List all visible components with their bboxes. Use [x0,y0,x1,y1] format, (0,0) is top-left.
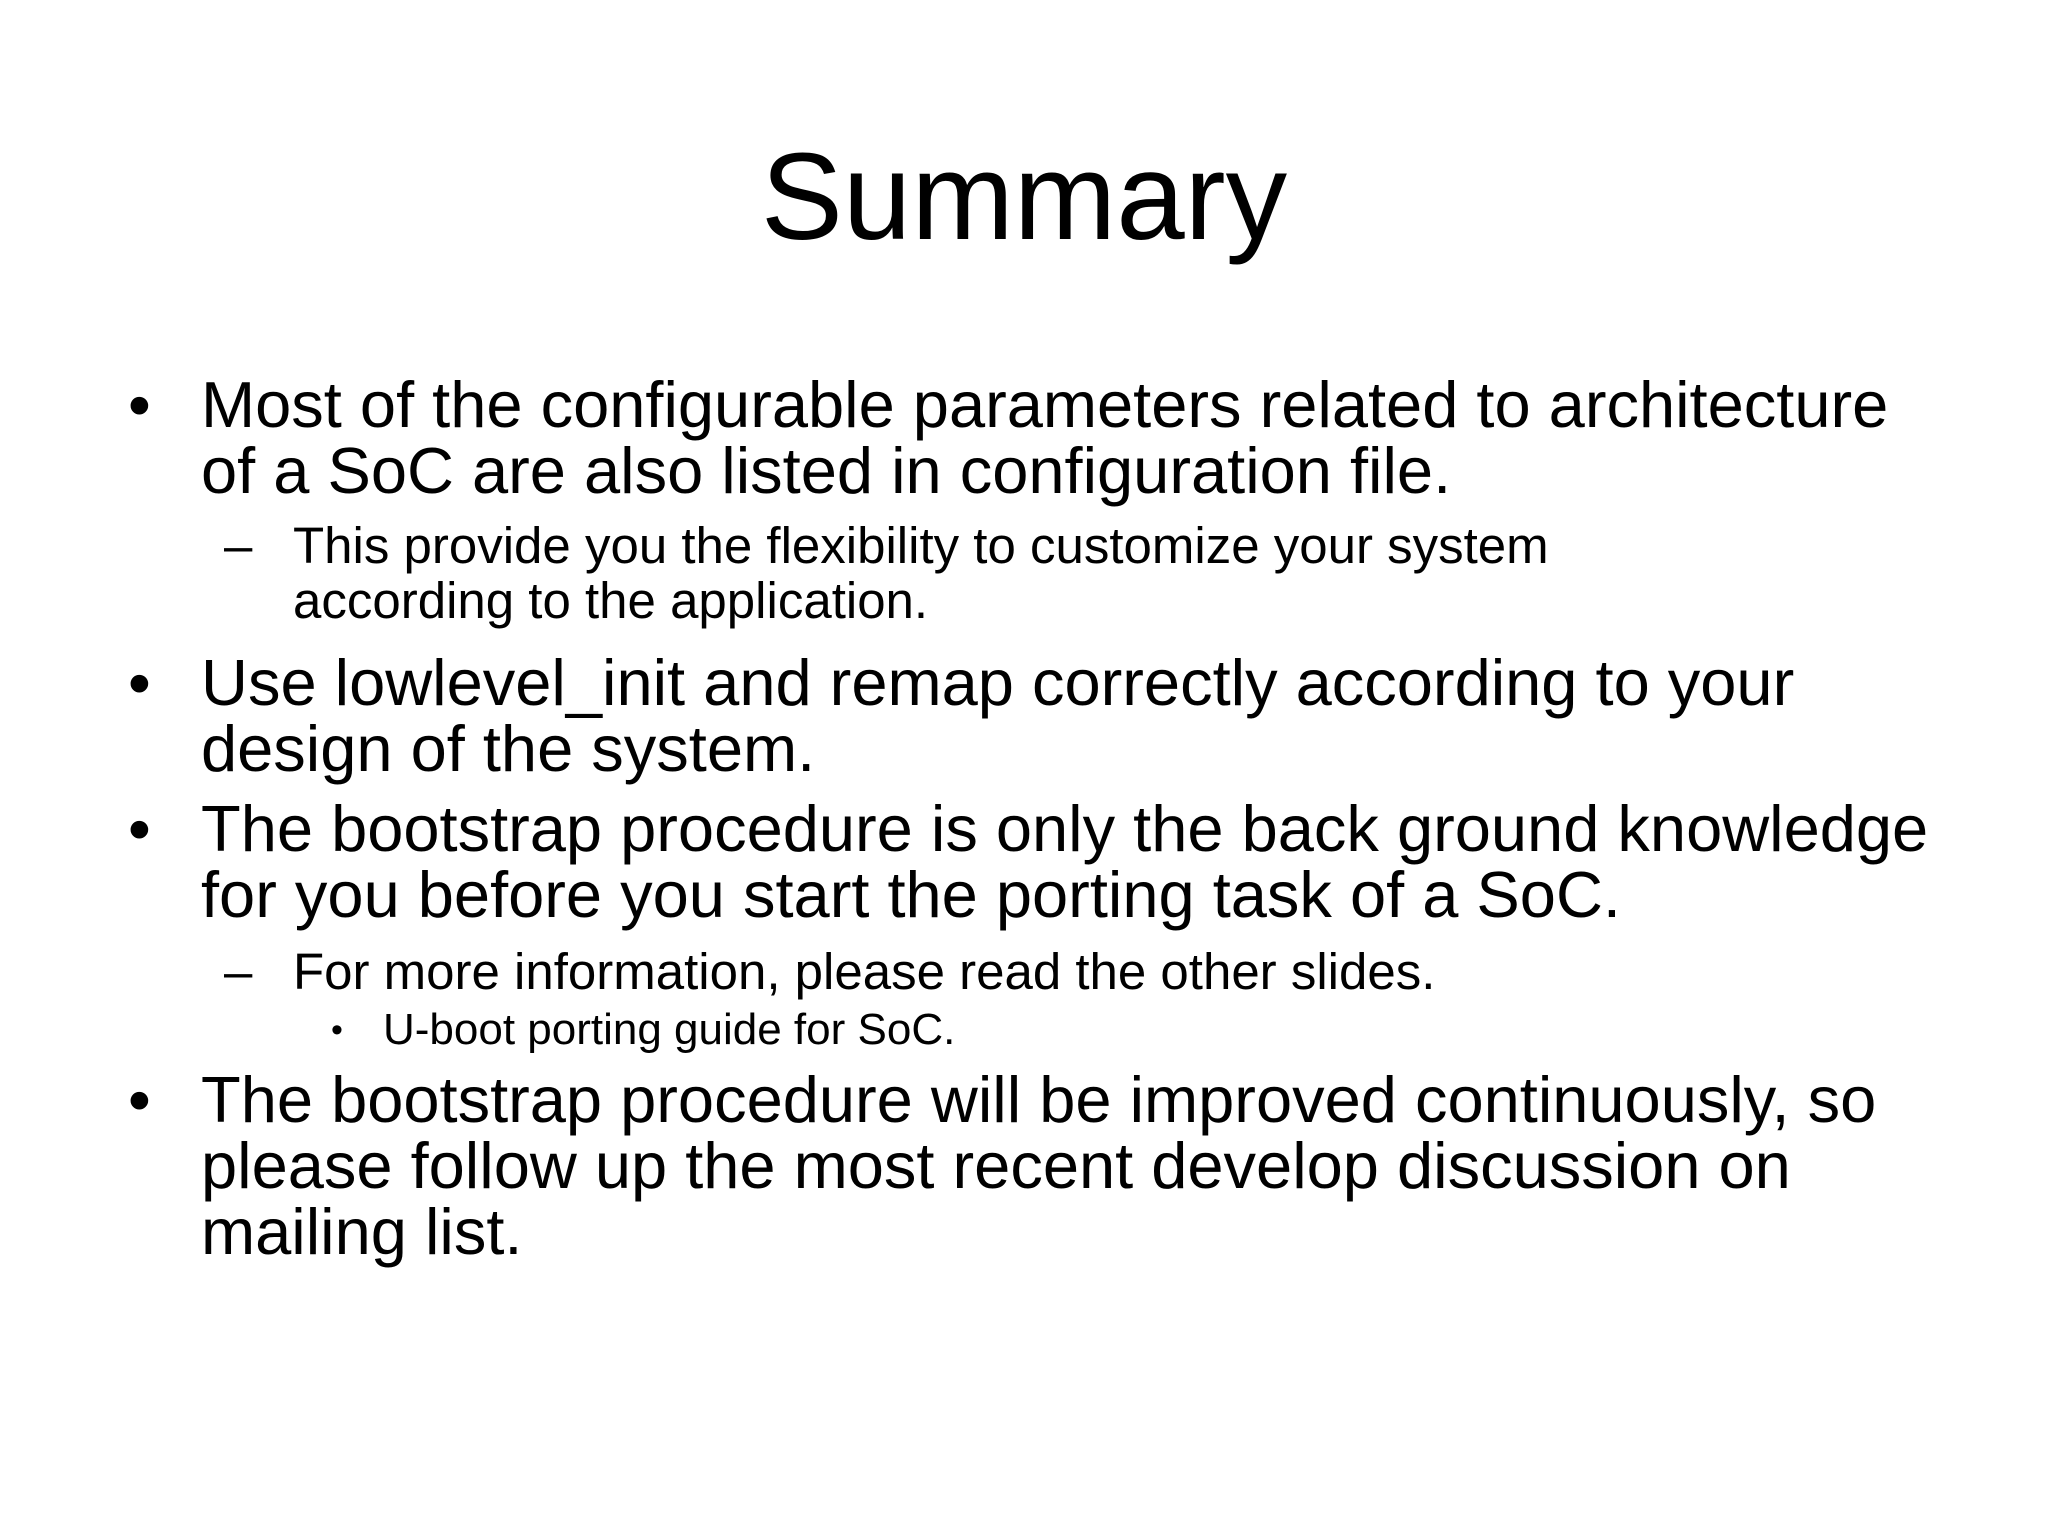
bullet-marker: • [128,368,151,441]
sub-bullet-text: For more information, please read the other slides. [293,943,1436,1000]
slide-title: Summary [760,129,1288,266]
sub-bullet-item [0,518,1743,628]
bullet-text: The bootstrap procedure is only the back ground knowledge for you before you start the porting task of a SoC. [201,792,1929,931]
bullet-marker: • [128,646,151,719]
sub-bullet-item [0,944,1743,999]
bullet-text: Most of the configurable parameters related to architecture of a SoC are also listed in configuration file. [201,368,1889,507]
bullet-text: Use lowlevel_init and remap correctly according to your design of the system. [201,646,1795,785]
sub-sub-bullet-item [0,1005,1783,1055]
sub-sub-bullet-text: U-boot porting guide for SoC. [383,1005,956,1054]
bullet-item [0,1063,1931,1268]
sub-bullet-text: This provide you the flexibility to customize your system according to the application. [293,517,1549,629]
bullet-list [0,360,2048,1268]
bullet-text: The bootstrap procedure will be improved continuously, so please follow up the most recent develop discussion on mailing list. [201,1063,1877,1268]
bullet-item [0,646,1931,785]
dash-marker: – [224,943,253,1000]
dash-marker: – [224,517,253,574]
bullet-marker: • [128,792,151,865]
bullet-item [0,368,1931,507]
bullet-marker: • [128,1063,151,1136]
bullet-marker: • [331,1011,343,1049]
bullet-item [0,792,1931,931]
